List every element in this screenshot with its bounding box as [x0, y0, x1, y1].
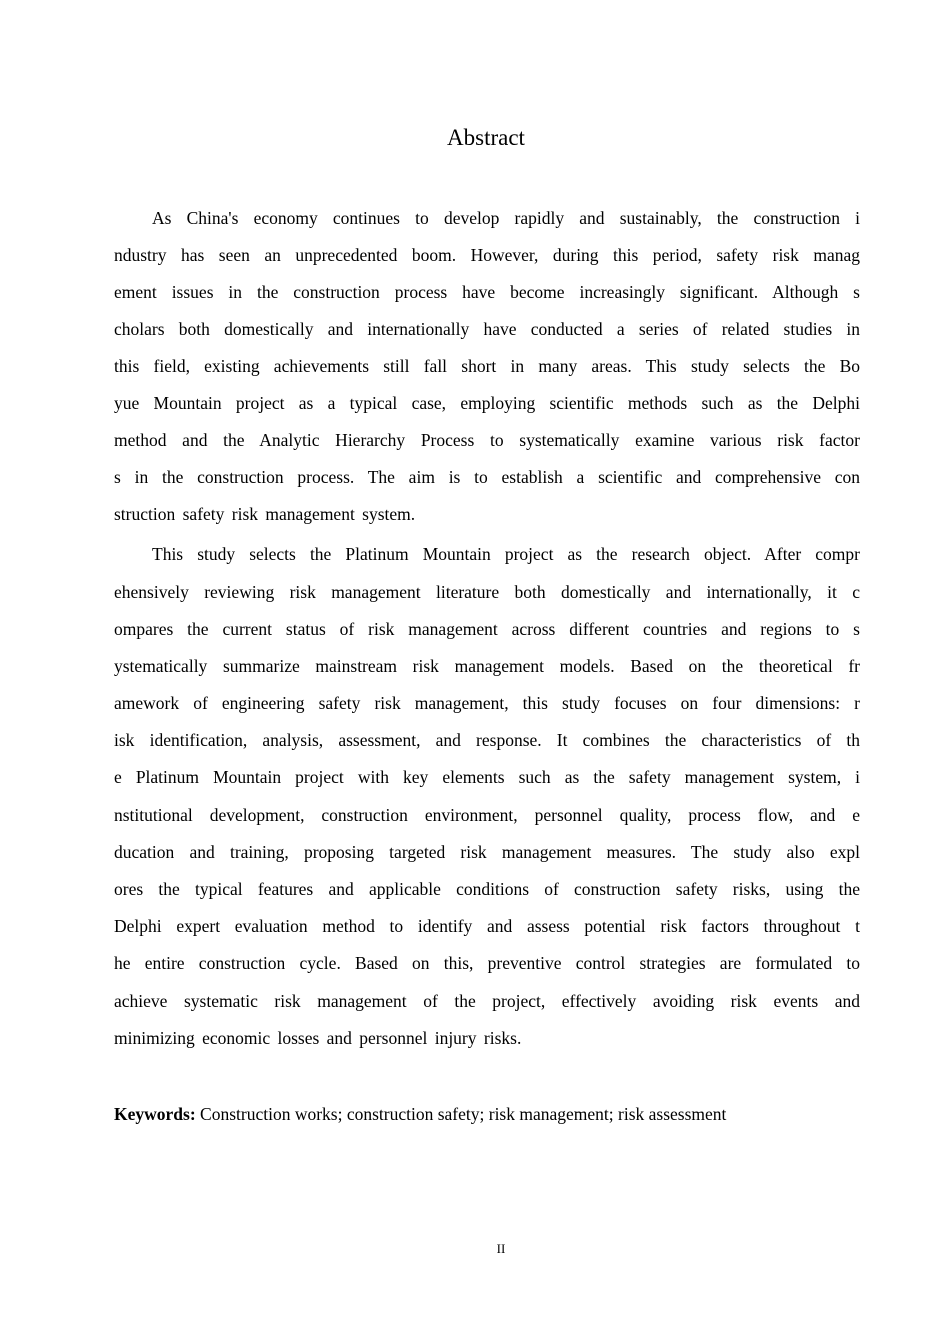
paragraph-2-line: Delphi expert evaluation method to identify and assess potential risk factors throughout t	[114, 916, 860, 936]
paragraph-2-line: ducation and training, proposing targeted risk management measures. The study also expl	[114, 842, 860, 862]
paragraph-1-line: yue Mountain project as a typical case, employing scientific methods such as the Delphi	[114, 393, 860, 413]
page-number: II	[496, 1241, 506, 1256]
paragraph-1-line: ndustry has seen an unprecedented boom. However, during this period, safety risk manag	[114, 245, 860, 265]
paragraph-1-line: As China's economy continues to develop rapidly and sustainably, the construction i	[152, 208, 860, 228]
abstract-title: Abstract	[447, 125, 525, 150]
paragraph-2-line: he entire construction cycle. Based on this, preventive control strategies are formulated to	[114, 953, 860, 973]
paragraph-2-line: amework of engineering safety risk management, this study focuses on four dimensions: r	[114, 693, 860, 713]
paragraph-2-line: nstitutional development, construction environment, personnel quality, process flow, and e	[114, 805, 860, 825]
paragraph-2-line: ystematically summarize mainstream risk management models. Based on the theoretical fr	[114, 656, 860, 676]
paragraph-2-line: e Platinum Mountain project with key elements such as the safety management system, i	[114, 767, 860, 787]
paragraph-1-line: ement issues in the construction process have become increasingly significant. Although s	[114, 282, 860, 302]
paragraph-1-line: struction safety risk management system.	[114, 504, 416, 524]
paragraph-1-line: s in the construction process. The aim is to establish a scientific and comprehensive con	[114, 467, 860, 487]
paragraph-2-line: ompares the current status of risk management across different countries and regions to s	[114, 619, 860, 639]
paragraph-2-line: minimizing economic losses and personnel injury risks.	[114, 1028, 522, 1048]
paragraph-2-line: ehensively reviewing risk management literature both domestically and internationally, it c	[114, 582, 860, 602]
paragraph-2-line: isk identification, analysis, assessment, and response. It combines the characteristics of th	[114, 730, 860, 750]
paragraph-2-line: achieve systematic risk management of the project, effectively avoiding risk events and	[114, 991, 860, 1011]
paragraph-1-line: cholars both domestically and internationally have conducted a series of related studies in	[114, 319, 860, 339]
keywords-text: Construction works; construction safety; risk management; risk assessment	[195, 1104, 727, 1124]
keywords-label: Keywords:	[114, 1104, 196, 1124]
paragraph-2-line: This study selects the Platinum Mountain project as the research object. After compr	[152, 544, 860, 564]
keywords-line	[114, 1103, 726, 1125]
paragraph-1-line: method and the Analytic Hierarchy Process to systematically examine various risk factor	[114, 430, 860, 450]
paragraph-1-line: this field, existing achievements still fall short in many areas. This study selects the Bo	[114, 356, 860, 376]
paragraph-2-line: ores the typical features and applicable conditions of construction safety risks, using the	[114, 879, 860, 899]
